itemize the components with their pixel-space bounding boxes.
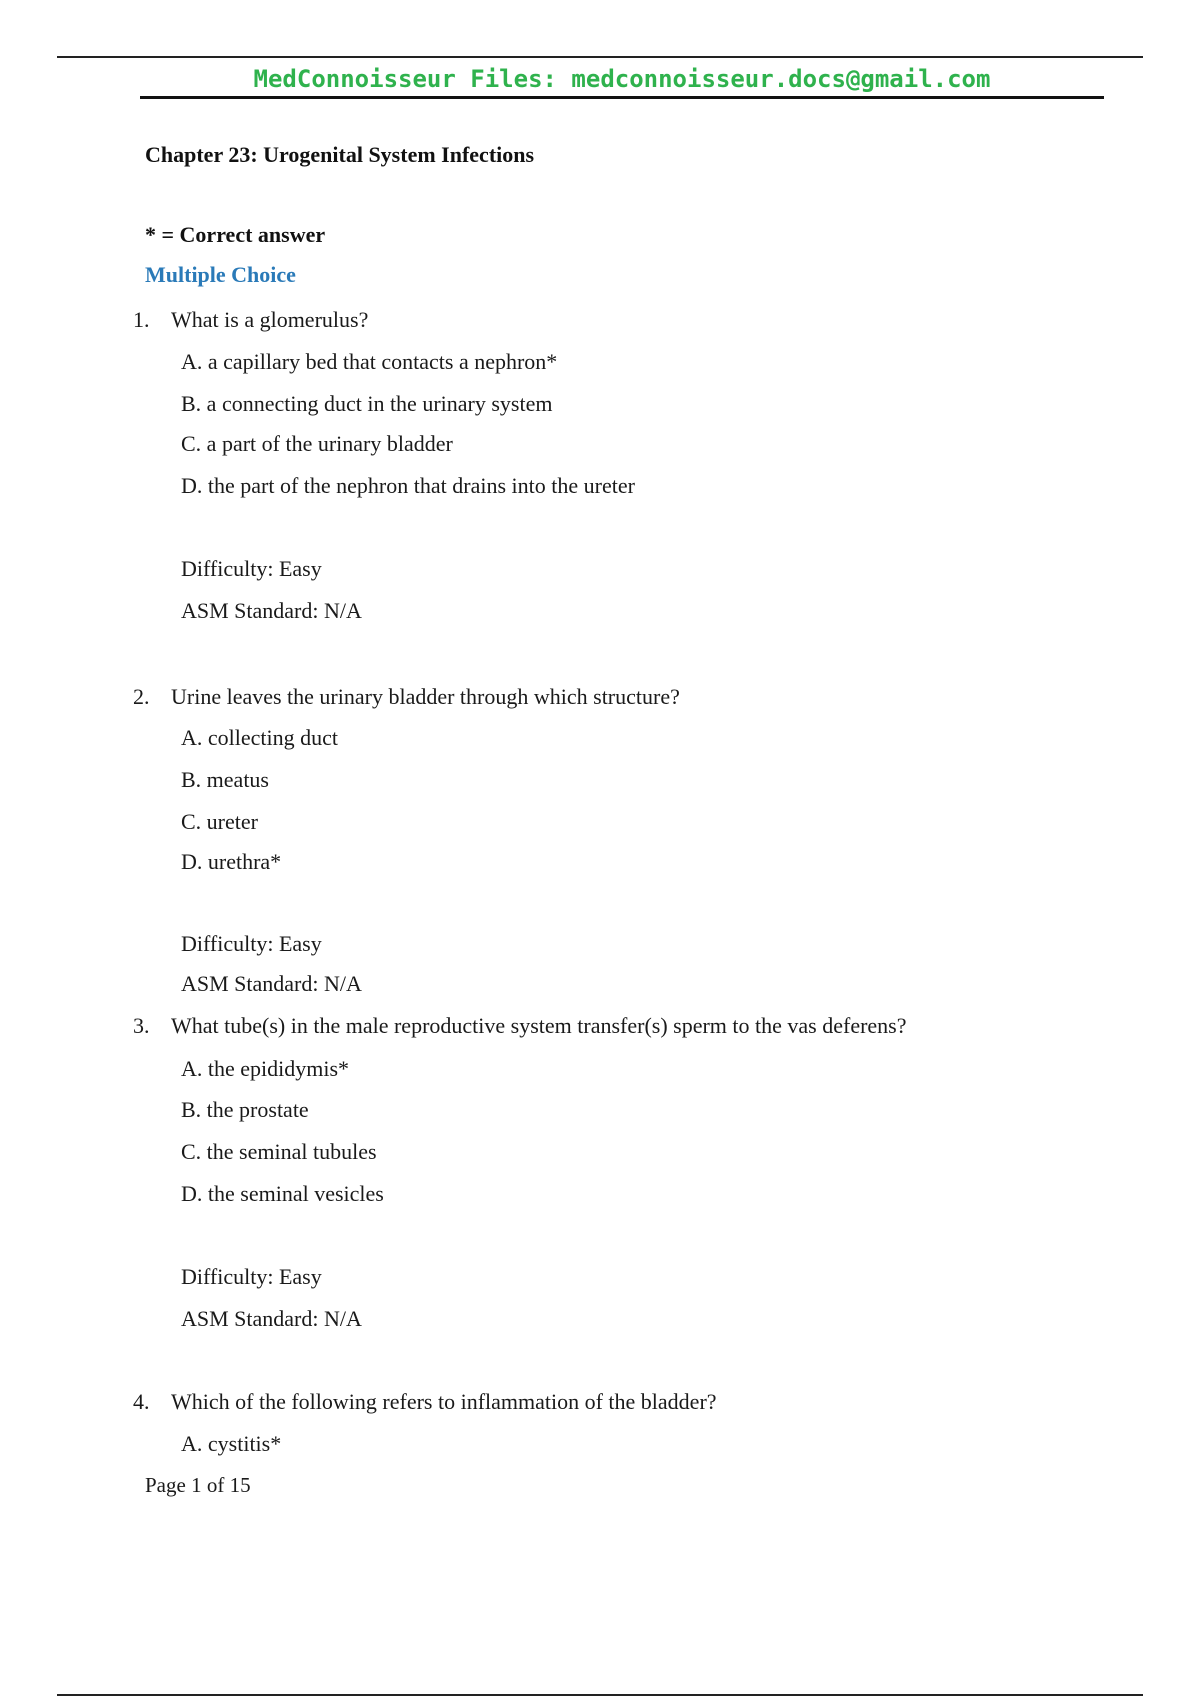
question-1-option-a: A. a capillary bed that contacts a nephron* xyxy=(181,349,558,374)
chapter-title: Chapter 23: Urogenital System Infections xyxy=(145,142,535,167)
question-3-option-a: A. the epididymis* xyxy=(181,1056,350,1081)
question-2-option-a: A. collecting duct xyxy=(181,725,339,750)
question-3-asm-standard: ASM Standard: N/A xyxy=(181,1306,362,1331)
question-4-option-a: A. cystitis* xyxy=(181,1431,282,1456)
question-text: What is a glomerulus? xyxy=(171,307,369,332)
bottom-page-rule xyxy=(57,1694,1143,1696)
question-3 xyxy=(133,1013,907,1039)
question-3-difficulty: Difficulty: Easy xyxy=(181,1264,322,1289)
question-2-option-c: C. ureter xyxy=(181,809,258,834)
answer-legend: * = Correct answer xyxy=(145,222,326,247)
question-2-option-b: B. meatus xyxy=(181,767,269,792)
top-page-rule xyxy=(57,56,1143,58)
question-2-asm-standard: ASM Standard: N/A xyxy=(181,971,362,996)
question-text: What tube(s) in the male reproductive system transfer(s) sperm to the vas deferens? xyxy=(171,1013,907,1038)
question-1 xyxy=(133,307,368,333)
question-number: 3. xyxy=(133,1013,150,1038)
question-2-option-d: D. urethra* xyxy=(181,849,282,874)
header-banner: MedConnoisseur Files: medconnoisseur.docs@gmail.com xyxy=(253,65,991,93)
question-3-option-d: D. the seminal vesicles xyxy=(181,1181,384,1206)
question-1-option-d: D. the part of the nephron that drains into the ureter xyxy=(181,473,635,498)
question-4 xyxy=(133,1389,717,1415)
question-3-option-c: C. the seminal tubules xyxy=(181,1139,377,1164)
question-2-difficulty: Difficulty: Easy xyxy=(181,931,322,956)
question-2 xyxy=(133,684,680,710)
question-1-option-c: C. a part of the urinary bladder xyxy=(181,431,453,456)
question-number: 1. xyxy=(133,307,150,332)
question-1-difficulty: Difficulty: Easy xyxy=(181,556,322,581)
question-1-asm-standard: ASM Standard: N/A xyxy=(181,598,362,623)
question-1-option-b: B. a connecting duct in the urinary system xyxy=(181,391,553,416)
question-text: Urine leaves the urinary bladder through which structure? xyxy=(171,684,680,709)
banner-underline xyxy=(140,96,1104,99)
question-3-option-b: B. the prostate xyxy=(181,1097,309,1122)
question-text: Which of the following refers to inflammation of the bladder? xyxy=(171,1389,717,1414)
question-number: 4. xyxy=(133,1389,150,1414)
page-number: Page 1 of 15 xyxy=(145,1473,251,1497)
question-number: 2. xyxy=(133,684,150,709)
section-heading: Multiple Choice xyxy=(145,262,296,287)
